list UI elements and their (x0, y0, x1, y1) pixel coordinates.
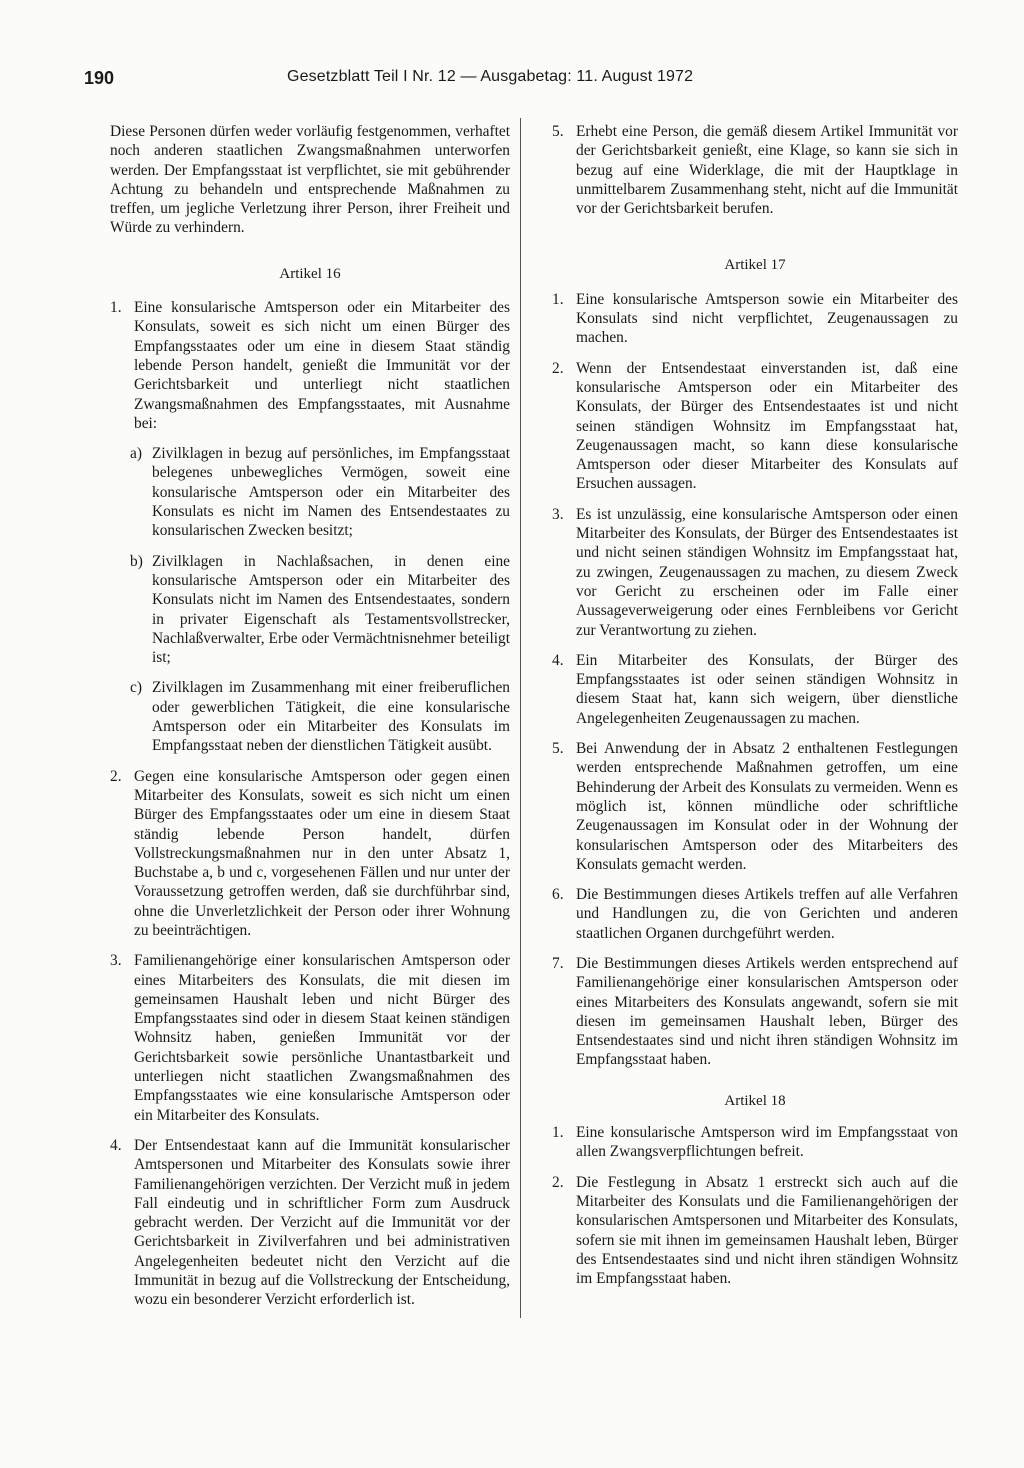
item-number: 1. (110, 299, 122, 317)
article-17-item-3 (552, 505, 958, 640)
item-number: 6. (552, 886, 564, 904)
article-17-item-1 (552, 290, 958, 348)
article-16-subitem-a (130, 444, 510, 540)
item-number: 4. (552, 651, 564, 669)
left-column (110, 122, 510, 1310)
item-number: 5. (552, 740, 564, 758)
item-text: Familienangehörige einer konsularischen Amtsperson oder eines Mitarbeiters des Konsulats, die mit diesen im gemeinsamen Haushalt leben und nicht Bürger des Empfangsstaates sind oder in diesem Staat keinen ständigen Wohnsitz haben, genießen Immunität vor der Gerichtsbarkeit sowie persönliche Unantastbarkeit und unterliegen nicht staatlichen Zwangsmaßnahmen des Empfangsstaates wie eine konsularische Amtsperson oder ein Mitarbeiter des Konsulats. (134, 952, 510, 1124)
item-text: Eine konsularische Amtsperson sowie ein Mitarbeiter des Konsulats sind nicht verpflichtet, Zeugenaussagen zu machen. (576, 290, 958, 347)
item-number: 2. (552, 359, 564, 377)
item-text: Wenn der Entsendestaat einverstanden ist, daß eine konsularische Amtsperson oder ein Mitarbeiter des Konsulats, der Bürger des Entsendestaates ist und nicht seinen ständigen Wohnsitz im Empfangsstaat hat, Zeugenaussagen macht, so kann diese konsularische Amtsperson oder dieser Mitarbeiter des Konsulats auf Ersuchen aussagen. (576, 359, 958, 493)
item-number: 2. (552, 1173, 564, 1191)
item-number: 7. (552, 954, 564, 972)
item-number: 1. (552, 1124, 564, 1142)
item-text: Die Bestimmungen dieses Artikels werden entsprechend auf Familienangehörige einer konsularischen Amtsperson oder eines Mitarbeiters des Konsulats angewandt, sofern sie mit diesen im gemeinsamen Haushalt leben, Bürger des Entsendestaates sind und nicht ihren ständigen Wohnsitz im Empfangsstaat haben. (576, 954, 958, 1069)
subitem-letter: b) (130, 552, 143, 570)
item-number: 1. (552, 290, 564, 308)
subitem-text: Zivilklagen in bezug auf persönliches, im Empfangsstaat belegenes unbewegliches Vermögen, soweit eine konsularische Amtsperson oder ein Mitarbeiter des Konsulats es nicht im Namen des Entsendestaates zu konsularischen Zwecken besitzt; (152, 445, 510, 540)
article-17-item-7 (552, 954, 958, 1070)
item-number: 3. (552, 505, 564, 523)
item-text: Die Bestimmungen dieses Artikels treffen auf alle Verfahren und Handlungen zu, die von Gerichten und anderen staatlichen Organen durchgeführt werden. (576, 886, 958, 942)
right-column (552, 122, 958, 1288)
column-divider (520, 118, 521, 1318)
article-16-title: Artikel 16 (279, 265, 341, 282)
item-text: Bei Anwendung der in Absatz 2 enthaltenen Festlegungen werden entsprechende Maßnahmen getroffen, um eine Behinderung der Arbeit des Konsulats zu vermeiden. Wenn es möglich ist, können mündliche oder schriftliche Zeugenaussagen im Konsulat oder in der Wohnung der konsularischen Amtsperson oder des Mitarbeiters des Konsulats gemacht werden. (576, 740, 958, 873)
page-header (84, 68, 964, 98)
article-17-item-6 (552, 885, 958, 943)
article-18-title: Artikel 18 (724, 1092, 786, 1109)
item-number: 4. (110, 1136, 122, 1154)
article-17-title: Artikel 17 (724, 257, 786, 274)
item-text: Erhebt eine Person, die gemäß diesem Artikel Immunität vor der Gerichtsbarkeit genießt, eine Klage, so kann sie sich in bezug auf eine Widerklage, die mit der Hauptklage in unmittelbarem Zusammenhang steht, nicht auf die Immunität vor der Gerichtsbarkeit berufen. (576, 123, 958, 218)
article-16-item-2 (110, 767, 510, 941)
intro-paragraph: Diese Personen dürfen weder vorläufig festgenommen, verhaftet noch anderen staatlichen Zwangsmaßnahmen unterworfen werden. Der Empfangsstaat ist verpflichtet, sie mit gebührender Achtung zu behandeln und entsprechende Maßnahmen zu treffen, um jegliche Verletzung ihrer Person, ihrer Freiheit und Würde zu verhindern. (110, 123, 510, 237)
article-16-item-4 (110, 1136, 510, 1310)
item-text: Der Entsendestaat kann auf die Immunität konsularischer Amtspersonen und Mitarbeiter des Konsulats sowie ihrer Familienangehörigen verzichten. Der Verzicht muß in jedem Fall eindeutig und in schriftlicher Form zum Ausdruck gebracht werden. Der Verzicht auf die Immunität vor der Gerichtsbarkeit in Zivilverfahren und bei administrativen Angelegenheiten bedeutet nicht den Verzicht auf die Immunität in bezug auf die Vollstreckung der Entscheidung, wozu ein besonderer Verzicht erforderlich ist. (134, 1136, 510, 1309)
item-text: Es ist unzulässig, eine konsularische Amtsperson oder einen Mitarbeiter des Konsulats, der Bürger des Entsendestaates ist und nicht seinen ständigen Wohnsitz im Empfangsstaat hat, zu zwingen, Zeugenaussagen zu machen, zu diesem Zweck vor Gericht zu erscheinen oder im Falle einer Aussageverweigerung oder eines Fernbleibens vor Gericht zur Verantwortung zu ziehen. (576, 505, 958, 639)
subitem-text: Zivilklagen in Nachlaßsachen, in denen eine konsularische Amtsperson oder ein Mitarbeiter des Konsulats nicht im Namen des Entsendestaates, sondern in privater Eigenschaft als Testamentsvollstrecker, Nachlaßverwalter, Erbe oder Vermächtnisnehmer beteiligt ist; (152, 552, 510, 667)
item-text: Eine konsularische Amtsperson oder ein Mitarbeiter des Konsulats, soweit es sich nicht um einen Bürger des Empfangsstaates oder um eine in diesem Staat ständig lebende Person handelt, genießt die Immunität vor der Gerichtsbarkeit und unterliegt nicht staatlichen Zwangsmaßnahmen des Empfangsstaates, mit Ausnahme bei: (134, 299, 510, 432)
item-text: Eine konsularische Amtsperson wird im Empfangsstaat von allen Zwangsverpflichtungen befreit. (576, 1124, 958, 1161)
page-number: 190 (84, 68, 115, 88)
article-16-subitem-c (130, 678, 510, 755)
item-number: 2. (110, 767, 122, 785)
item-text: Die Festlegung in Absatz 1 erstreckt sich auch auf die Mitarbeiter des Konsulats und die Familienangehörigen der konsularischen Amtspersonen und Mitarbeiter des Konsulats, sofern sie mit ihnen im gemeinsamen Haushalt leben, Bürger des Entsendestaates sind und nicht ihren ständigen Wohnsitz im Empfangsstaat haben. (576, 1173, 958, 1288)
item-number: 3. (110, 952, 122, 970)
article-16-item-1 (110, 298, 510, 433)
article-17-item-2 (552, 359, 958, 494)
article-17-item-5 (552, 739, 958, 874)
item-text: Ein Mitarbeiter des Konsulats, der Bürger des Empfangsstaates ist oder seinen ständigen Wohnsitz in diesem Staat hat, kann sich weigern, über dienstliche Angelegenheiten Zeugenaussagen zu machen. (576, 651, 958, 727)
article-16-item-3 (110, 951, 510, 1125)
subitem-letter: c) (130, 679, 142, 697)
subitem-letter: a) (130, 445, 142, 463)
item-text: Gegen eine konsularische Amtsperson oder gegen einen Mitarbeiter des Konsulats, soweit es sich nicht um einen Bürger des Empfangsstaates oder um eine in diesem Staat ständig lebende Person handelt, dürfen Vollstreckungsmaßnahmen nur in den unter Absatz 1, Buchstabe a, b und c, vorgesehenen Fällen und nur unter der Voraussetzung getroffen werden, daß sie durchführbar sind, ohne die Unverletzlichkeit der Person oder ihrer Wohnung zu beeinträchtigen. (134, 767, 510, 939)
article-18-item-1 (552, 1123, 958, 1162)
subitem-text: Zivilklagen im Zusammenhang mit einer freiberuflichen oder gewerblichen Tätigkeit, die eine konsularische Amtsperson oder ein Mitarbeiter des Konsulats im Empfangsstaat neben der dienstlichen Tätigkeit ausübt. (152, 679, 510, 755)
article-16-item-5 (552, 122, 958, 218)
article-17-item-4 (552, 651, 958, 728)
running-head: Gesetzblatt Teil I Nr. 12 — Ausgabetag: 11. August 1972 (287, 68, 694, 85)
item-number: 5. (552, 123, 564, 140)
article-16-subitem-b (130, 552, 510, 668)
article-18-item-2 (552, 1173, 958, 1289)
